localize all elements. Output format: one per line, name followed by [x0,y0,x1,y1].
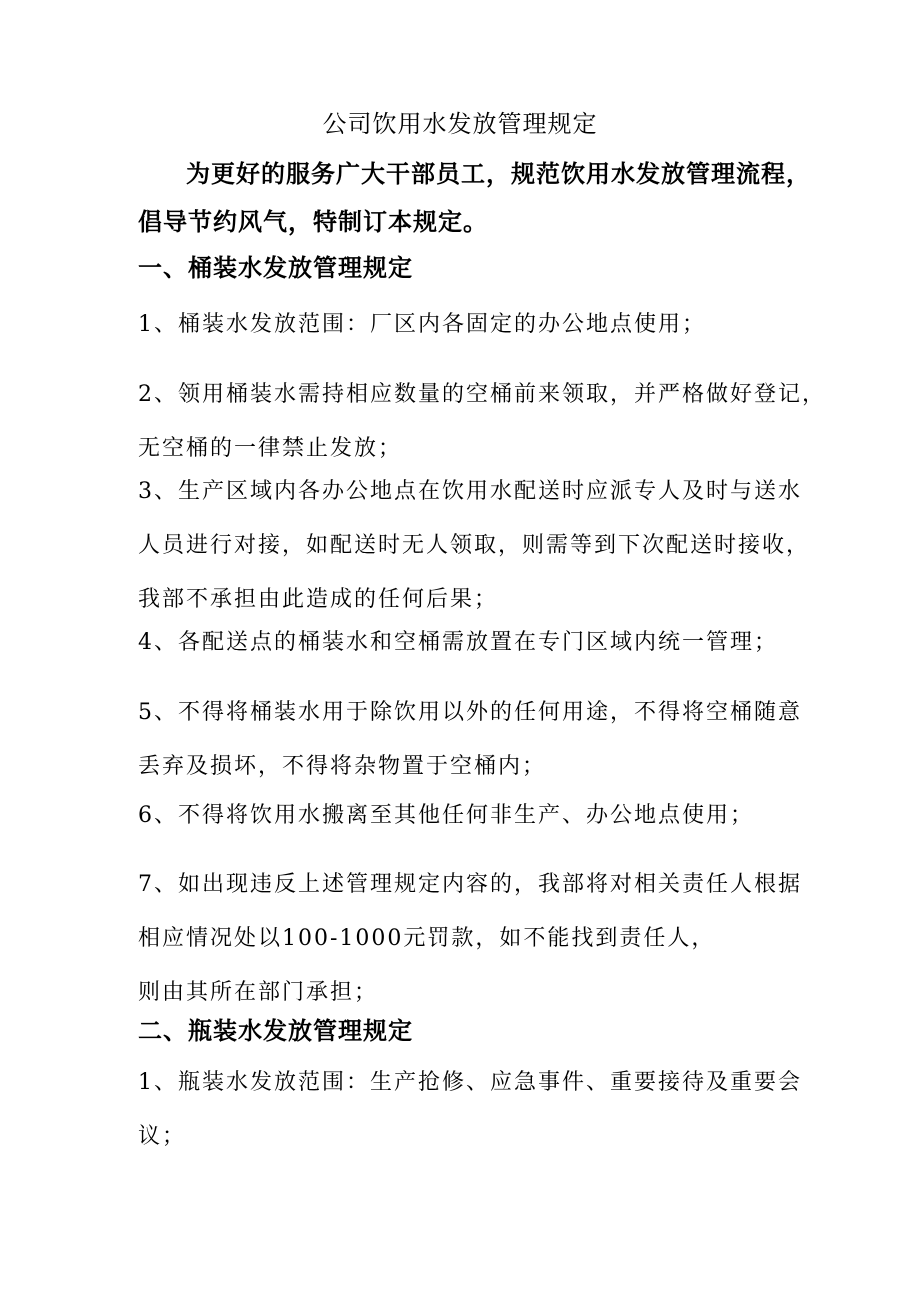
rule-item [138,686,818,794]
rule-line: 3、生产区域内各办公地点在饮用水配送时应派专人及时与送水 [138,479,802,504]
rule-line: 4、各配送点的桶装水和空桶需放置在专门区域内统一管理； [138,630,778,655]
rule-item [138,616,818,670]
rule-line: 7、如出现违反上述管理规定内容的，我部将对相关责任人根据 [138,872,802,897]
rule-line: 则由其所在部门承担； [138,980,379,1005]
document-title: 公司饮用水发放管理规定 [322,110,598,138]
rule-line: 1、桶装水发放范围：厂区内各固定的办公地点使用； [138,312,706,337]
rule-line: 相应情况处以100-1000元罚款，如不能找到责任人， [138,926,716,951]
rule-item [138,789,818,843]
intro-line: 为更好的服务广大干部员工，规范饮用水发放管理流程， [186,160,811,188]
section-heading-bucket-water: 一、桶装水发放管理规定 [138,254,413,282]
rule-item [138,858,818,1020]
rule-item [138,465,818,627]
section-heading-bottled-water: 二、瓶装水发放管理规定 [138,1017,413,1045]
rule-line: 议； [138,1124,187,1149]
rule-line: 我部不承担由此造成的任何后果； [138,587,499,612]
rule-line: 2、领用桶装水需持相应数量的空桶前来领取，并严格做好登记， [138,382,826,407]
rule-line: 6、不得将饮用水搬离至其他任何非生产、办公地点使用； [138,803,754,828]
rule-line: 无空桶的一律禁止发放； [138,436,403,461]
rule-item [138,1056,818,1164]
rule-line: 丢弃及损坏，不得将杂物置于空桶内； [138,754,547,779]
rule-line: 1、瓶装水发放范围：生产抢修、应急事件、重要接待及重要会 [138,1070,802,1095]
rule-line: 人员进行对接，如配送时无人领取，则需等到下次配送时接收， [138,533,811,558]
rule-item [138,368,826,476]
intro-paragraph [138,150,818,246]
intro-line: 倡导节约风气，特制订本规定。 [138,208,488,236]
rule-line: 5、不得将桶装水用于除饮用以外的任何用途，不得将空桶随意 [138,700,802,725]
rule-item [138,298,818,352]
